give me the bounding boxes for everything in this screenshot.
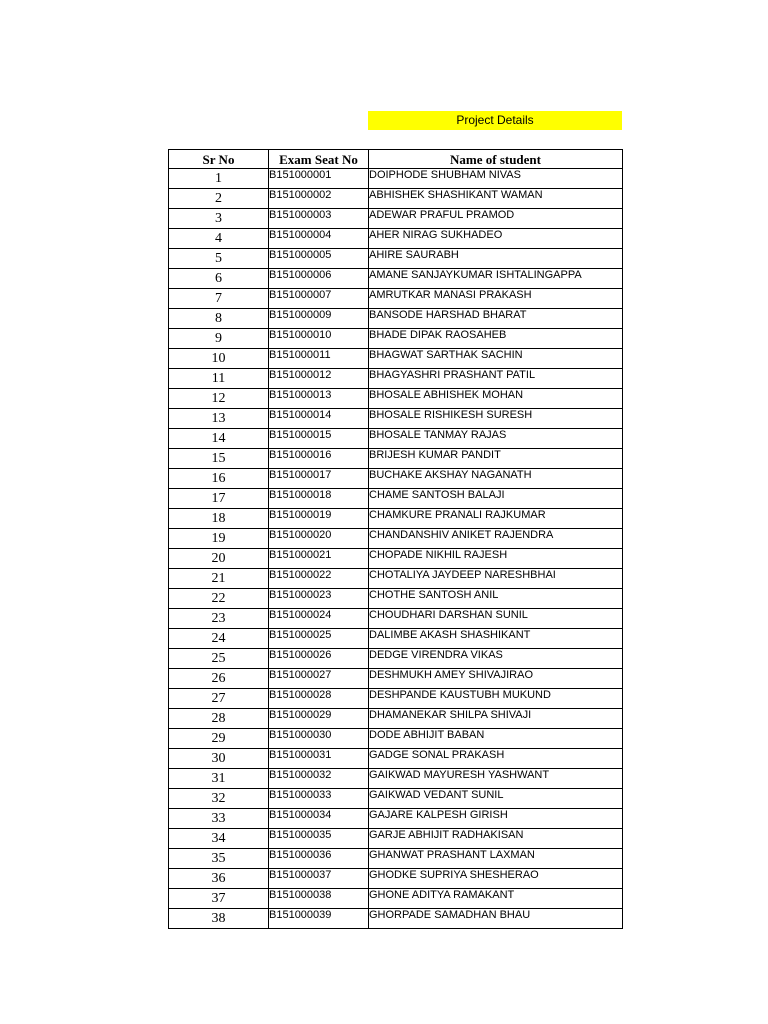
student-name-cell: GHONE ADITYA RAMAKANT [369,889,623,909]
sr-no-cell: 5 [169,249,269,269]
table-row [169,749,623,769]
table-row [169,529,623,549]
exam-seat-no-cell: B151000016 [269,449,369,469]
exam-seat-no-cell: B151000020 [269,529,369,549]
exam-seat-no-cell: B151000012 [269,369,369,389]
table-row [169,489,623,509]
exam-seat-no-cell: B151000019 [269,509,369,529]
table-row [169,429,623,449]
table-row [169,609,623,629]
sr-no-cell: 9 [169,329,269,349]
exam-seat-no-cell: B151000032 [269,769,369,789]
table-row [169,509,623,529]
student-name-cell: DODE ABHIJIT BABAN [369,729,623,749]
table-row [169,309,623,329]
exam-seat-no-cell: B151000039 [269,909,369,929]
exam-seat-no-cell: B151000005 [269,249,369,269]
header-student-name: Name of student [369,150,623,169]
sr-no-cell: 8 [169,309,269,329]
exam-seat-no-cell: B151000024 [269,609,369,629]
student-name-cell: AMANE SANJAYKUMAR ISHTALINGAPPA [369,269,623,289]
student-name-cell: AHER NIRAG SUKHADEO [369,229,623,249]
exam-seat-no-cell: B151000033 [269,789,369,809]
sr-no-cell: 30 [169,749,269,769]
student-name-cell: GHODKE SUPRIYA SHESHERAO [369,869,623,889]
sr-no-cell: 12 [169,389,269,409]
sr-no-cell: 29 [169,729,269,749]
sr-no-cell: 14 [169,429,269,449]
student-name-cell: GHORPADE SAMADHAN BHAU [369,909,623,929]
table-row [169,849,623,869]
sr-no-cell: 10 [169,349,269,369]
student-name-cell: BHOSALE TANMAY RAJAS [369,429,623,449]
sr-no-cell: 25 [169,649,269,669]
table-row [169,209,623,229]
table-row [169,269,623,289]
sr-no-cell: 24 [169,629,269,649]
table-body [169,169,623,929]
student-table [168,149,623,929]
sr-no-cell: 20 [169,549,269,569]
table-row [169,549,623,569]
exam-seat-no-cell: B151000002 [269,189,369,209]
table-row [169,229,623,249]
sr-no-cell: 38 [169,909,269,929]
sr-no-cell: 31 [169,769,269,789]
table-row [169,669,623,689]
student-name-cell: BHOSALE ABHISHEK MOHAN [369,389,623,409]
sr-no-cell: 19 [169,529,269,549]
sr-no-cell: 23 [169,609,269,629]
sr-no-cell: 18 [169,509,269,529]
table-row [169,389,623,409]
table-row [169,249,623,269]
table-row [169,889,623,909]
exam-seat-no-cell: B151000031 [269,749,369,769]
student-name-cell: GARJE ABHIJIT RADHAKISAN [369,829,623,849]
exam-seat-no-cell: B151000018 [269,489,369,509]
table-row [169,449,623,469]
student-name-cell: CHAME SANTOSH BALAJI [369,489,623,509]
exam-seat-no-cell: B151000027 [269,669,369,689]
student-name-cell: CHOTHE SANTOSH ANIL [369,589,623,609]
exam-seat-no-cell: B151000001 [269,169,369,189]
sr-no-cell: 4 [169,229,269,249]
sr-no-cell: 2 [169,189,269,209]
exam-seat-no-cell: B151000015 [269,429,369,449]
table-row [169,369,623,389]
sr-no-cell: 21 [169,569,269,589]
student-name-cell: AHIRE SAURABH [369,249,623,269]
student-name-cell: BHAGWAT SARTHAK SACHIN [369,349,623,369]
exam-seat-no-cell: B151000022 [269,569,369,589]
exam-seat-no-cell: B151000026 [269,649,369,669]
table-row [169,689,623,709]
sr-no-cell: 22 [169,589,269,609]
exam-seat-no-cell: B151000034 [269,809,369,829]
table-row [169,769,623,789]
student-name-cell: GADGE SONAL PRAKASH [369,749,623,769]
table-row [169,569,623,589]
sr-no-cell: 34 [169,829,269,849]
table-row [169,829,623,849]
student-name-cell: BHAGYASHRI PRASHANT PATIL [369,369,623,389]
student-name-cell: DESHPANDE KAUSTUBH MUKUND [369,689,623,709]
sr-no-cell: 17 [169,489,269,509]
exam-seat-no-cell: B151000028 [269,689,369,709]
exam-seat-no-cell: B151000004 [269,229,369,249]
sr-no-cell: 36 [169,869,269,889]
exam-seat-no-cell: B151000011 [269,349,369,369]
exam-seat-no-cell: B151000035 [269,829,369,849]
exam-seat-no-cell: B151000029 [269,709,369,729]
sr-no-cell: 27 [169,689,269,709]
student-name-cell: BANSODE HARSHAD BHARAT [369,309,623,329]
student-name-cell: AMRUTKAR MANASI PRAKASH [369,289,623,309]
exam-seat-no-cell: B151000036 [269,849,369,869]
sr-no-cell: 15 [169,449,269,469]
sr-no-cell: 33 [169,809,269,829]
exam-seat-no-cell: B151000003 [269,209,369,229]
table-row [169,329,623,349]
exam-seat-no-cell: B151000013 [269,389,369,409]
student-name-cell: GHANWAT PRASHANT LAXMAN [369,849,623,869]
student-name-cell: DEDGE VIRENDRA VIKAS [369,649,623,669]
header-exam-seat-no: Exam Seat No [269,150,369,169]
student-name-cell: CHAMKURE PRANALI RAJKUMAR [369,509,623,529]
header-sr-no: Sr No [169,150,269,169]
student-name-cell: DESHMUKH AMEY SHIVAJIRAO [369,669,623,689]
table-row [169,169,623,189]
sr-no-cell: 11 [169,369,269,389]
sr-no-cell: 3 [169,209,269,229]
exam-seat-no-cell: B151000025 [269,629,369,649]
table-row [169,629,623,649]
table-row [169,709,623,729]
sr-no-cell: 26 [169,669,269,689]
student-name-cell: ADEWAR PRAFUL PRAMOD [369,209,623,229]
exam-seat-no-cell: B151000006 [269,269,369,289]
exam-seat-no-cell: B151000007 [269,289,369,309]
table-row [169,809,623,829]
project-details-banner: Project Details [368,111,622,130]
student-name-cell: CHOTALIYA JAYDEEP NARESHBHAI [369,569,623,589]
table-row [169,789,623,809]
student-name-cell: CHOPADE NIKHIL RAJESH [369,549,623,569]
table-row [169,909,623,929]
student-name-cell: CHOUDHARI DARSHAN SUNIL [369,609,623,629]
student-name-cell: BHADE DIPAK RAOSAHEB [369,329,623,349]
sr-no-cell: 32 [169,789,269,809]
exam-seat-no-cell: B151000037 [269,869,369,889]
student-name-cell: DALIMBE AKASH SHASHIKANT [369,629,623,649]
table-row [169,649,623,669]
table-header-row [169,150,623,169]
table-row [169,289,623,309]
table-row [169,469,623,489]
sr-no-cell: 1 [169,169,269,189]
student-name-cell: GAJARE KALPESH GIRISH [369,809,623,829]
table-row [169,729,623,749]
sr-no-cell: 7 [169,289,269,309]
exam-seat-no-cell: B151000030 [269,729,369,749]
sr-no-cell: 6 [169,269,269,289]
student-name-cell: BRIJESH KUMAR PANDIT [369,449,623,469]
exam-seat-no-cell: B151000017 [269,469,369,489]
student-name-cell: DOIPHODE SHUBHAM NIVAS [369,169,623,189]
exam-seat-no-cell: B151000014 [269,409,369,429]
exam-seat-no-cell: B151000038 [269,889,369,909]
student-name-cell: GAIKWAD VEDANT SUNIL [369,789,623,809]
sr-no-cell: 13 [169,409,269,429]
student-name-cell: BUCHAKE AKSHAY NAGANATH [369,469,623,489]
exam-seat-no-cell: B151000021 [269,549,369,569]
sr-no-cell: 35 [169,849,269,869]
table-row [169,189,623,209]
exam-seat-no-cell: B151000023 [269,589,369,609]
student-name-cell: DHAMANEKAR SHILPA SHIVAJI [369,709,623,729]
table-row [169,409,623,429]
student-name-cell: CHANDANSHIV ANIKET RAJENDRA [369,529,623,549]
sr-no-cell: 37 [169,889,269,909]
sr-no-cell: 28 [169,709,269,729]
student-name-cell: ABHISHEK SHASHIKANT WAMAN [369,189,623,209]
student-name-cell: BHOSALE RISHIKESH SURESH [369,409,623,429]
table-row [169,589,623,609]
table-row [169,869,623,889]
table-row [169,349,623,369]
exam-seat-no-cell: B151000010 [269,329,369,349]
student-name-cell: GAIKWAD MAYURESH YASHWANT [369,769,623,789]
sr-no-cell: 16 [169,469,269,489]
exam-seat-no-cell: B151000009 [269,309,369,329]
